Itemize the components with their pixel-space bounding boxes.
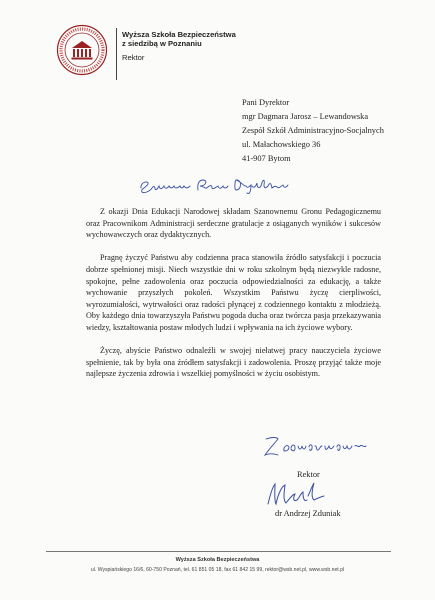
handwritten-closing <box>262 434 372 460</box>
institution-seat: z siedzibą w Poznaniu <box>122 39 202 48</box>
footer-contact: ul. Wyspiańskiego 16/6, 60-750 Poznań, tel. 61 851 05 18, fax 61 842 15 99, rektor@wsb.net.pl, www.wsb.net.pl <box>90 567 345 573</box>
body-paragraph: Z okazji Dnia Edukacji Narodowej składam Szanownemu Gronu Pedagogicznemu oraz Pracownikom Administracji serdeczne gratulacje z osiąganych wyników i sukcesów wychowawczych oraz dydaktycznych. <box>86 207 381 240</box>
body-paragraph: Pragnę życzyć Państwu aby codzienna praca stanowiła źródło satysfakcji i poczucia dobrze spełnionej misji. Niech wszystkie dni w roku szkolnym będą niezwykle radosne, spokojne, pełne zadowolenia oraz poczucia odpowiedzialności za edukację, a także wychowanie przyszłych pokoleń. Wszystkim Państwu życzę cierpliwości, wyrozumiałości, wytrwałości oraz radości płynącej z codziennego kontaktu z młodzieżą. Oby każdego dnia towarzyszyła Państwu pogoda ducha oraz twórcza pasja przekazywania wiedzy, kształtowania postaw młodych ludzi i wpływania na ich życiowe wybory. <box>86 253 381 332</box>
recipient-line: ul. Małachowskiego 36 <box>242 140 321 149</box>
handwritten-salutation <box>138 174 318 196</box>
signatory-title: Rektor <box>297 470 320 479</box>
signature <box>262 478 328 510</box>
recipient-address <box>242 96 384 166</box>
recipient-line: 41-907 Bytom <box>242 154 291 163</box>
footer-institution: Wyższa Szkoła Bezpieczeństwa <box>175 557 260 563</box>
signatory-name: dr Andrzej Zduniak <box>275 509 341 518</box>
institution-name: Wyższa Szkoła Bezpieczeństwa <box>122 30 236 39</box>
body-paragraph: Życzę, abyście Państwo odnaleźli w swojej niełatwej pracy nauczyciela życiowe spełnienie, tak by była ona źródłem satysfakcji i zadowolenia. Proszę przyjąć także moje najlepsze życzenia zdrowia i wszelkiej pomyślności w życiu osobistym. <box>86 346 381 379</box>
office-title: Rektor <box>122 53 145 62</box>
letterhead-divider <box>116 28 117 80</box>
footer-divider <box>46 551 391 552</box>
letter-body <box>86 206 381 392</box>
recipient-line: Zespół Szkół Administracyjno-Socjalnych <box>242 126 384 135</box>
university-seal-icon <box>56 24 108 76</box>
letterhead <box>122 30 236 62</box>
recipient-line: Pani Dyrektor <box>242 98 290 107</box>
recipient-line: mgr Dagmara Jarosz – Lewandowska <box>242 112 369 121</box>
